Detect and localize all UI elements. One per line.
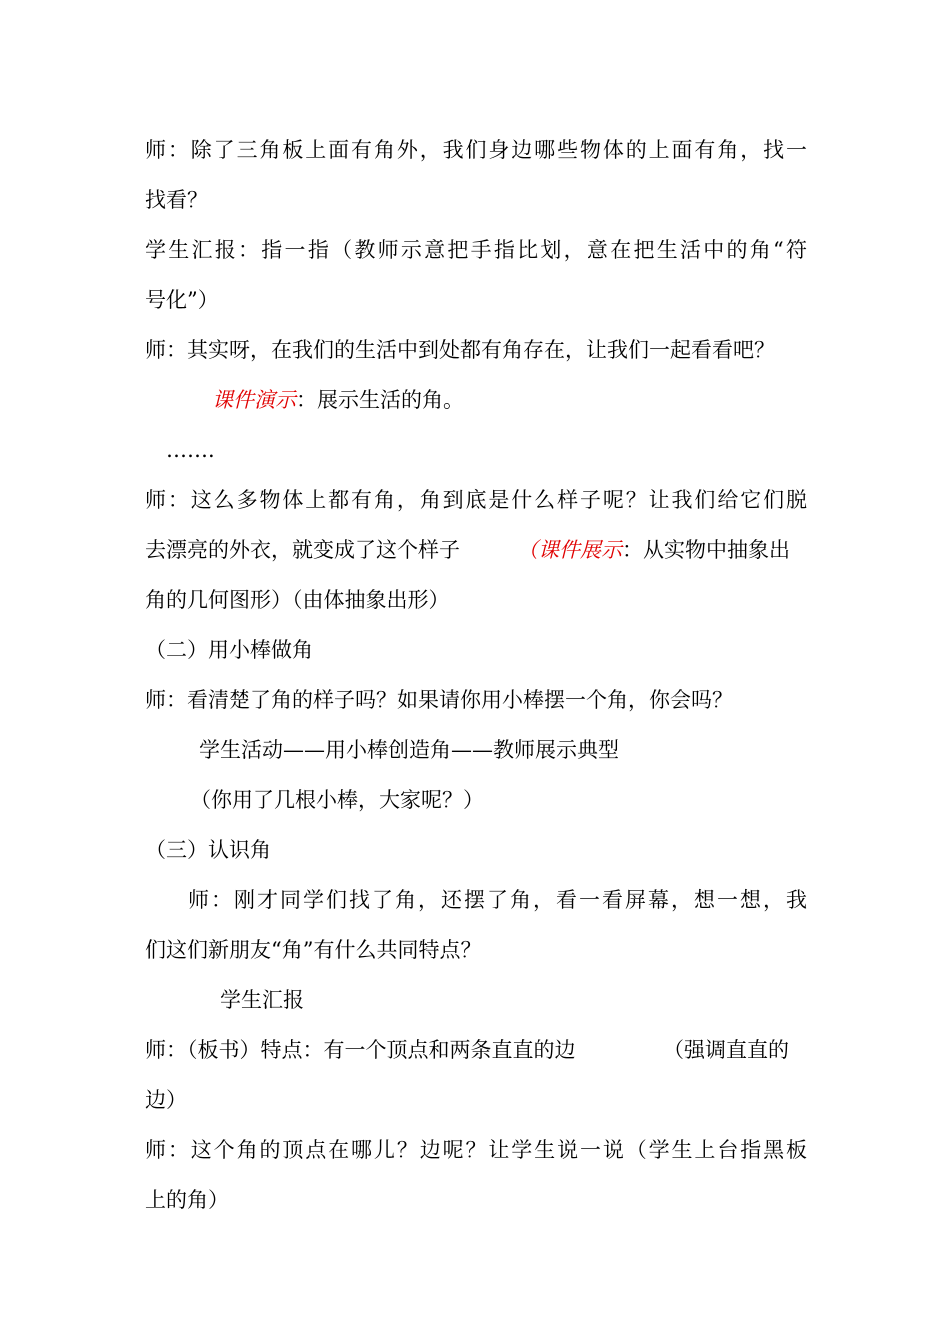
text-line [145, 286, 219, 314]
text-line [199, 736, 619, 764]
line-text: 师：看清楚了角的样子吗？如果请你用小棒摆一个角，你会吗？ [145, 688, 733, 712]
text-line [145, 486, 807, 514]
courseware-label: 课件演示 [212, 388, 296, 412]
line-text: 学生活动——用小棒创造角——教师展示典型 [199, 738, 619, 762]
text-line [145, 236, 807, 264]
line-text: 学生汇报：指一指（教师示意把手指比划，意在把生活中的角“符 [145, 238, 807, 262]
text-line [145, 536, 460, 564]
text-line [145, 186, 208, 214]
line-text: （二）用小棒做角 [145, 638, 313, 662]
text-line [145, 336, 775, 364]
line-text: 们这们新朋友“角”有什么共同特点？ [145, 938, 482, 962]
line-text: 角的几何图形）（由体抽象出形） [145, 588, 450, 612]
text-line [220, 986, 304, 1014]
line-text: 上的角） [145, 1188, 229, 1212]
text-line [145, 1136, 807, 1164]
line-text: 去漂亮的外衣，就变成了这个样子 [145, 538, 460, 562]
text-line [145, 136, 807, 164]
text-line [145, 686, 733, 714]
line-text: 学生汇报 [220, 988, 304, 1012]
line-text: 师：这么多物体上都有角，角到底是什么样子呢？让我们给它们脱 [145, 488, 807, 512]
courseware-label: （课件展示 [517, 538, 622, 562]
section-heading [145, 836, 271, 864]
line-text: 号化”） [145, 288, 219, 312]
line-text: ：从实物中抽象出 [622, 538, 790, 562]
text-line [663, 1036, 789, 1064]
line-text: （三）认识角 [145, 838, 271, 862]
ellipsis-text: ……. [166, 438, 215, 462]
line-text: （强调直直的 [663, 1038, 789, 1062]
text-line [190, 786, 484, 814]
text-line [145, 586, 450, 614]
line-text: 师：刚才同学们找了角，还摆了角，看一看屏幕，想一想，我 [188, 888, 807, 912]
text-line [145, 1086, 187, 1114]
text-line [517, 536, 790, 564]
line-text: 师：其实呀，在我们的生活中到处都有角存在，让我们一起看看吧？ [145, 338, 775, 362]
text-line [145, 1036, 576, 1064]
line-text: 找看？ [145, 188, 208, 212]
line-text: 师：除了三角板上面有角外，我们身边哪些物体的上面有角，找一 [145, 138, 807, 162]
section-heading [145, 636, 313, 664]
text-line [188, 886, 807, 914]
text-line [145, 936, 481, 964]
text-line [145, 1186, 229, 1214]
line-text: ：展示生活的角。 [296, 388, 464, 412]
text-line [166, 436, 215, 464]
line-text: 边） [145, 1088, 187, 1112]
line-text: 师：（板书）特点：有一个顶点和两条直直的边 [145, 1038, 576, 1062]
line-text: （你用了几根小棒，大家呢？） [190, 788, 484, 812]
line-text: 师：这个角的顶点在哪儿？边呢？让学生说一说（学生上台指黑板 [145, 1138, 807, 1162]
text-line [212, 386, 464, 414]
